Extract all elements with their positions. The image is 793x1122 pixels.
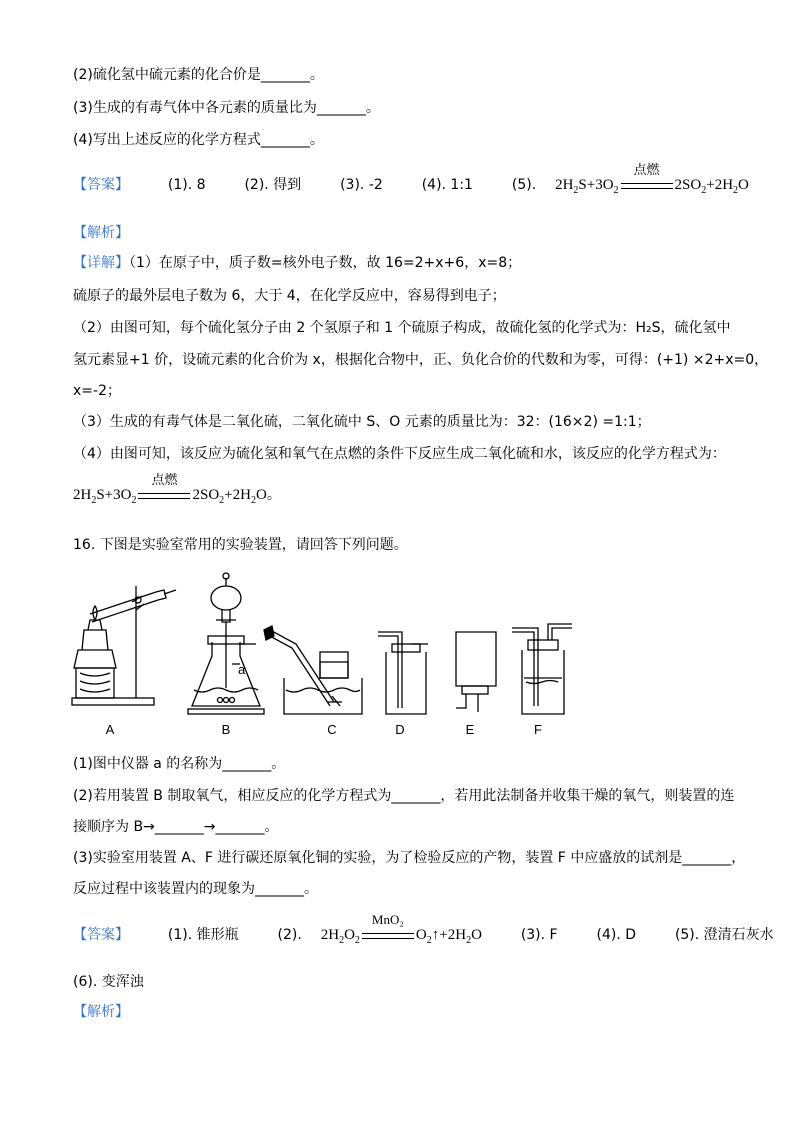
q15-answer-4: (4). 1:1 <box>421 177 473 193</box>
label-D: D <box>395 722 405 737</box>
label-instrument-a: a <box>238 662 246 677</box>
q16-part1: (1)图中仪器 a 的名称为_______。 <box>73 756 286 772</box>
reaction-condition: 点燃 <box>633 162 660 177</box>
q16-answer-3: (3). F <box>520 927 558 943</box>
apparatus-figure <box>60 568 580 740</box>
q15-answer-2: (2). 得到 <box>244 177 302 193</box>
q16-part2-line2: 接顺序为 B→_______→_______。 <box>73 819 279 835</box>
q15-part4: (4)写出上述反应的化学方程式_______。 <box>73 132 324 148</box>
q16-part2-line1: (2)若用装置 B 制取氧气，相应反应的化学方程式为_______，若用此法制备并收集干燥的氧气，则装置的连 <box>73 788 735 804</box>
q16-part3-line2: 反应过程中该装置内的现象为_______。 <box>73 881 318 897</box>
q16-answer-row <box>73 912 774 950</box>
q16-answer-5: (5). 澄清石灰水 <box>674 927 774 943</box>
q15-detail-6: （3）生成的有毒气体是二氧化硫，二氧化硫中 S、O 元素的质量比为：32：(16×2) =1:1； <box>73 414 651 430</box>
q15-answer-row <box>73 162 749 200</box>
q15-part2: (2)硫化氢中硫元素的化合价是_______。 <box>73 67 324 83</box>
q16-answer-2: (2). <box>277 927 302 943</box>
q16-answer-1: (1). 锥形瓶 <box>167 927 239 943</box>
apparatus-a <box>72 586 176 705</box>
apparatus-c <box>264 626 362 714</box>
q16-answer-4: (4). D <box>596 927 637 943</box>
apparatus-e <box>456 632 496 712</box>
q15-detail-4: 氢元素显+1 价，设硫元素的化合价为 x，根据化合物中，正、负化合价的代数和为零，可得：(+1) ×2+x=0， <box>73 352 769 368</box>
q15-detail-1: 【详解】（1）在原子中，质子数=核外电子数，故 16=2+x+6，x=8； <box>73 255 522 271</box>
q15-analysis-label: 【解析】 <box>73 225 129 241</box>
catalyst: MnO₂ <box>371 912 404 927</box>
q15-answer-5: (5). <box>511 177 537 193</box>
apparatus-d <box>378 632 428 714</box>
q16-answer-6: (6). 变浑浊 <box>73 974 144 990</box>
q15-equation: $2H_2S+3O_2$ 点燃 $2SO_2+2H_2O$ <box>555 162 749 196</box>
answer-label: 【答案】 <box>73 927 129 943</box>
label-E: E <box>465 722 475 737</box>
q16-title: 16. 下图是实验室常用的实验装置，请回答下列问题。 <box>73 537 408 553</box>
label-B: B <box>221 722 231 737</box>
apparatus-b <box>188 573 264 714</box>
q15-answer-1: (1). 8 <box>167 177 206 193</box>
q15-detail-7: （4）由图可知，该反应为硫化氢和氧气在点燃的条件下反应生成二氧化硫和水，该反应的化学方程式为： <box>73 446 726 462</box>
q15-detail-2: 硫原子的最外层电子数为 6，大于 4，在化学反应中，容易得到电子； <box>73 288 506 304</box>
q16-analysis-label: 【解析】 <box>73 1004 129 1020</box>
q15-detail-5: x=-2； <box>73 383 121 399</box>
label-C: C <box>327 722 337 737</box>
answer-label: 【答案】 <box>73 177 129 193</box>
q15-detail-3: （2）由图可知，每个硫化氢分子由 2 个氢原子和 1 个硫原子构成，故硫化氢的化学式为：H₂S，硫化氢中 <box>73 320 731 336</box>
q15-equation-repeat: $2H_2S+3O_2$ 点燃 $2SO_2+2H_2O$。 <box>73 472 281 506</box>
q16-equation: $2H_2O_2$ MnO₂ $O_2↑+2H_2O$ <box>320 912 482 946</box>
label-F: F <box>534 722 542 737</box>
apparatus-f <box>512 624 572 714</box>
q16-part3-line1: (3)实验室用装置 A、F 进行碳还原氧化铜的实验，为了检验反应的产物，装置 F 中应盛放的试剂是_______， <box>73 850 746 866</box>
q15-part3: (3)生成的有毒气体中各元素的质量比为_______。 <box>73 100 380 116</box>
q15-answer-3: (3). -2 <box>340 177 383 193</box>
label-A: A <box>105 722 115 737</box>
